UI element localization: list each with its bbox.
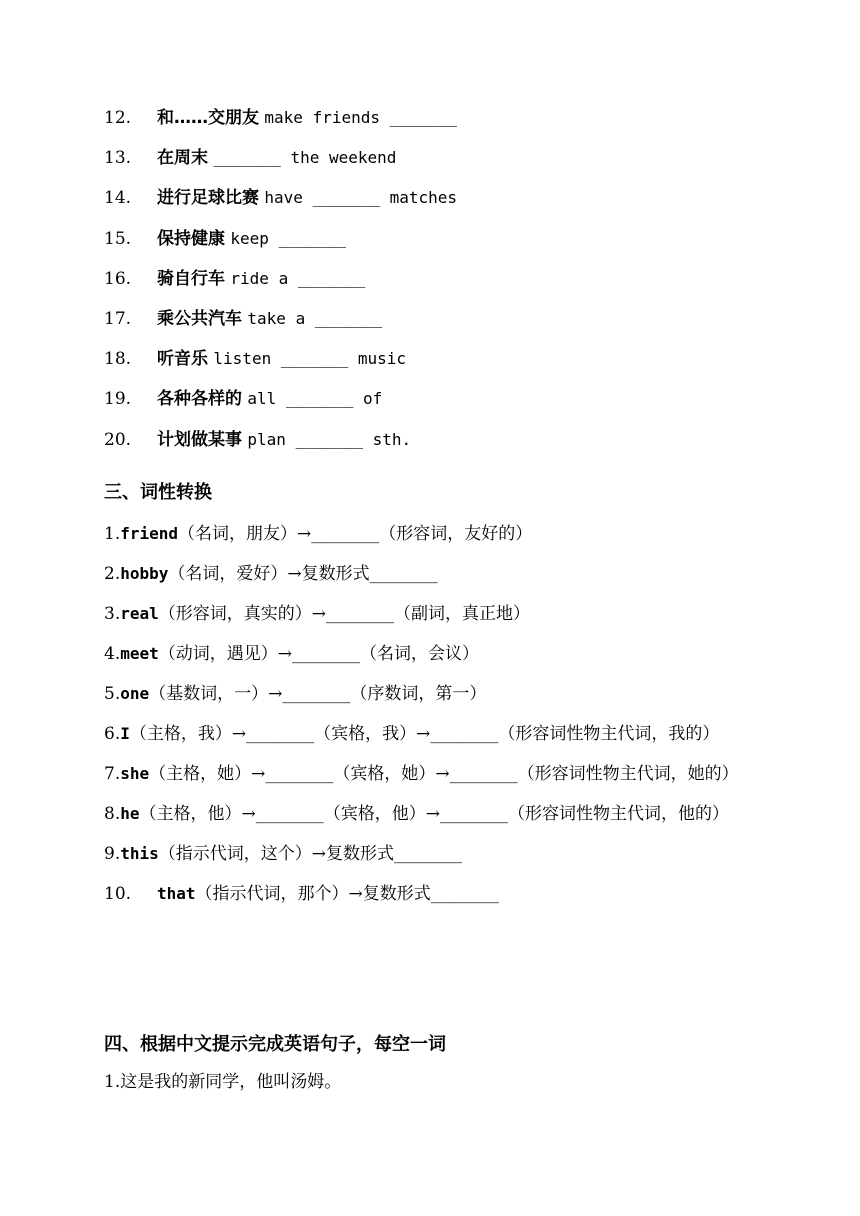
item-word: one: [120, 684, 150, 703]
phrase-english: plan _______ sth.: [247, 429, 412, 449]
phrase-row: [104, 345, 804, 385]
item-word: that: [157, 884, 196, 903]
conversion-item: [104, 838, 764, 870]
item-number: 8.: [104, 804, 121, 824]
conversion-item: [104, 518, 764, 550]
phrase-number: 18.: [104, 349, 132, 370]
item-word: this: [120, 844, 159, 863]
item-text: （基数词，一）→________（序数词，第一）: [149, 684, 487, 704]
phrase-number: 14.: [104, 188, 132, 209]
phrase-english: keep _______: [230, 228, 346, 248]
phrase-number: 16.: [104, 268, 132, 289]
item-number: 1.: [104, 524, 121, 544]
phrase-chinese: 保持健康: [157, 228, 225, 249]
phrase-chinese: 乘公共汽车: [157, 308, 242, 329]
phrase-chinese: 和……交朋友: [157, 108, 259, 128]
item-number: 2.: [104, 564, 121, 584]
phrase-number: 20.: [104, 429, 132, 450]
item-number: 5.: [104, 684, 121, 704]
item-number: 7.: [104, 764, 121, 784]
item-text: （形容词，真实的）→________（副词，真正地）: [158, 604, 531, 624]
item-text: （指示代词，这个）→复数形式________: [158, 844, 463, 864]
phrase-chinese: 在周末: [157, 148, 208, 169]
phrase-english: ride a _______: [230, 268, 366, 288]
phrase-chinese: 听音乐: [157, 349, 208, 370]
item-word: hobby: [120, 564, 169, 583]
conversion-item: [104, 598, 764, 630]
item-number: 3.: [104, 604, 121, 624]
phrase-row: [104, 104, 804, 144]
conversion-item: [104, 718, 764, 750]
item-word: I: [120, 724, 130, 743]
phrase-row: [104, 305, 804, 345]
item-word: friend: [120, 524, 179, 543]
phrase-number: 13.: [104, 148, 132, 169]
phrase-chinese: 进行足球比赛: [157, 188, 259, 209]
item-number: 9.: [104, 844, 121, 864]
word-conversion-list: [104, 518, 764, 918]
phrase-row: [104, 225, 804, 265]
item-text: （主格，她）→________（宾格，她）→________（形容词性物主代词，她的）: [149, 764, 739, 784]
conversion-item: [104, 798, 764, 830]
phrase-number: 12.: [104, 108, 132, 128]
item-word: she: [120, 764, 150, 783]
phrase-row: [104, 144, 804, 184]
item-text: （指示代词，那个）→复数形式________: [195, 884, 499, 904]
phrase-english: all _______ of: [247, 389, 383, 409]
phrase-chinese: 骑自行车: [157, 268, 225, 289]
phrase-row: [104, 426, 804, 466]
phrase-row: [104, 265, 804, 305]
section-heading-word-conversion: 三、词性转换: [104, 482, 212, 503]
phrase-row: [104, 184, 804, 224]
phrase-english: listen _______ music: [213, 349, 407, 369]
phrase-chinese: 各种各样的: [157, 389, 242, 410]
phrase-list: [104, 104, 804, 466]
conversion-item: [104, 558, 764, 590]
phrase-english: have _______ matches: [264, 188, 458, 208]
phrase-chinese: 计划做某事: [157, 429, 242, 450]
conversion-item: [104, 758, 764, 790]
phrase-english: take a _______: [247, 308, 383, 328]
item-text: （主格，我）→________（宾格，我）→________（形容词性物主代词，我的）: [129, 724, 720, 744]
item-number: 10.: [104, 884, 132, 904]
item-text: （动词，遇见）→________（名词，会议）: [158, 644, 480, 664]
conversion-item: [104, 878, 764, 910]
item-word: meet: [120, 644, 159, 663]
phrase-number: 15.: [104, 228, 132, 249]
item-text: （名词，朋友）→________（形容词，友好的）: [178, 524, 533, 544]
item-text: （主格，他）→________（宾格，他）→________（形容词性物主代词，他的）: [139, 804, 729, 824]
phrase-number: 17.: [104, 308, 132, 329]
item-number: 4.: [104, 644, 121, 664]
phrase-english: make friends _______: [264, 108, 458, 127]
phrase-number: 19.: [104, 389, 132, 410]
section-heading-complete-sentences: 四、根据中文提示完成英语句子，每空一词: [104, 1034, 446, 1055]
item-text: （名词，爱好）→复数形式________: [168, 564, 438, 584]
conversion-item: [104, 638, 764, 670]
item-word: he: [120, 804, 140, 823]
sentence-item: 1.这是我的新同学，他叫汤姆。: [104, 1072, 342, 1092]
phrase-row: [104, 385, 804, 425]
conversion-item: [104, 678, 764, 710]
item-number: 6.: [104, 724, 121, 744]
phrase-english: _______ the weekend: [213, 148, 397, 168]
item-word: real: [120, 604, 159, 623]
